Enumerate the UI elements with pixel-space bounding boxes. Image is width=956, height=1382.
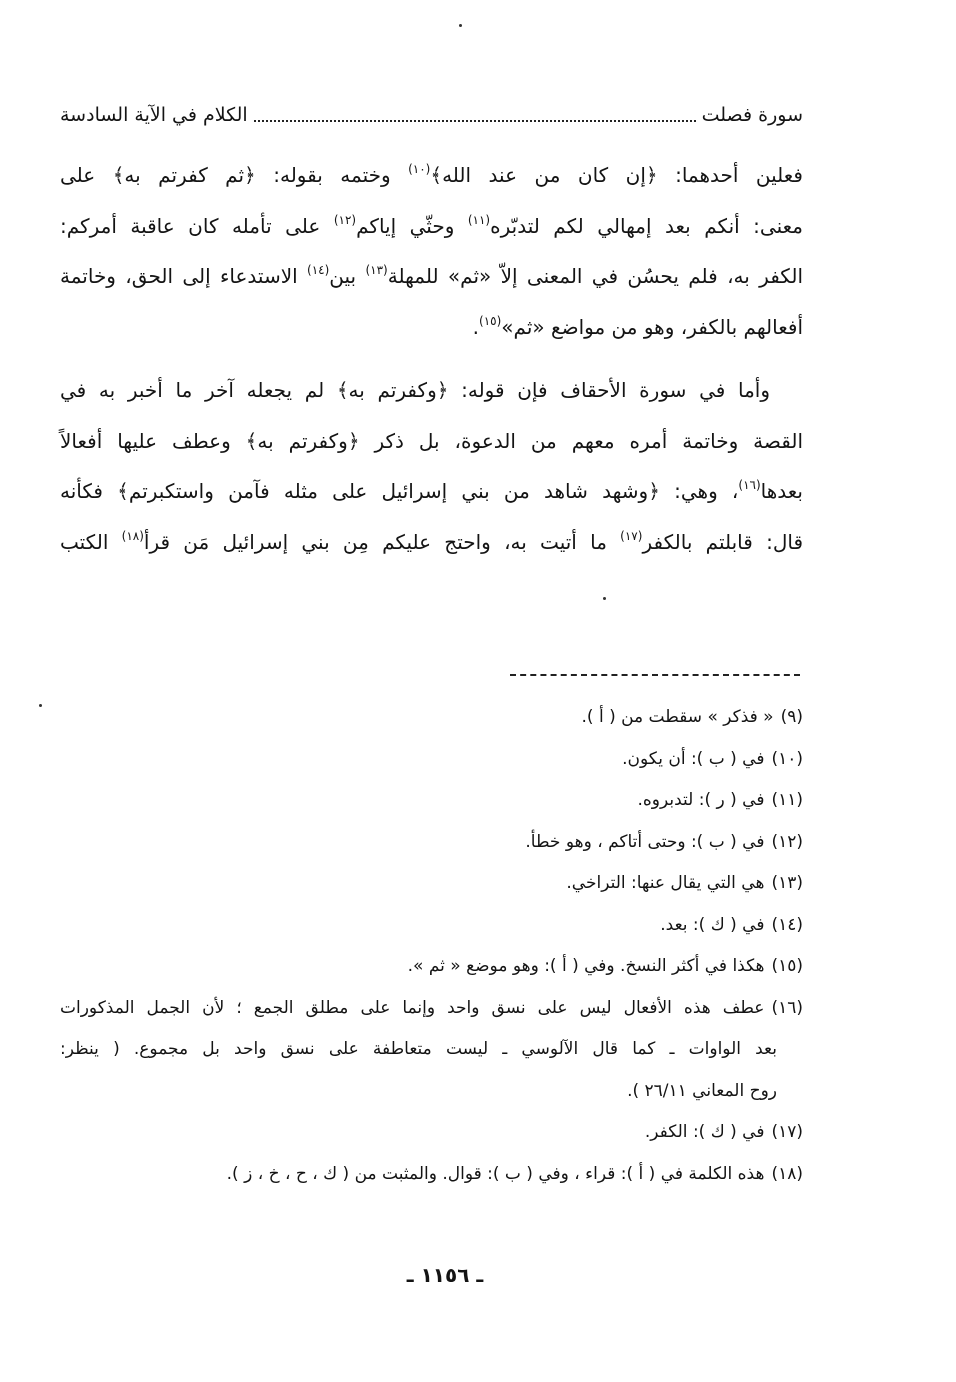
footnote-number: (١٥) xyxy=(771,956,803,976)
paragraph xyxy=(60,150,803,352)
footnote-ref: (١١) xyxy=(467,212,491,227)
body-line xyxy=(60,365,803,416)
footnote-number: (٩) xyxy=(780,707,803,727)
footnote xyxy=(60,946,803,988)
text-run: وحثّي إياكم xyxy=(356,213,468,238)
paragraph xyxy=(60,365,803,567)
text-run: بين xyxy=(329,264,366,288)
footnote xyxy=(60,1154,803,1196)
body-line xyxy=(60,466,803,517)
text-run: بعدها xyxy=(760,479,803,503)
footnote xyxy=(60,822,803,864)
footnote-text: في ( ب ): وحتى أتاكم ، وهو خطأ. xyxy=(525,831,765,852)
footnote-text: « فذكر » سقطت من ( أ ). xyxy=(581,707,774,727)
text-run: ما أتيت به، واحتج عليكم مِن بني إسرائيل مَن قرأ xyxy=(143,529,621,554)
footnote-ref: (١٣) xyxy=(365,263,388,277)
footnote xyxy=(60,697,803,739)
footnote-number: (١٧) xyxy=(771,1122,803,1142)
footnote-number: (١٤) xyxy=(771,914,803,935)
scan-speck xyxy=(39,704,42,707)
footnote-ref: (١٠) xyxy=(408,162,431,176)
footnote-continuation xyxy=(60,1071,803,1113)
footnote-number: (١٣) xyxy=(771,873,803,893)
footnote-text: في ( ك ): الكفر. xyxy=(644,1122,765,1142)
body-line xyxy=(60,150,803,201)
text-run: ، وهي: ﴿وشهد شاهد من بني إسرائيل على مثله فآمن واستكبرتم﴾ فكأنه xyxy=(60,479,739,503)
footnote-text: في ( ر ): لتدبروه. xyxy=(637,790,765,810)
footnote xyxy=(60,905,803,947)
footnote-ref: (١٢) xyxy=(333,212,357,227)
footnote-continuation xyxy=(60,1029,803,1071)
footnote-text: في ( ب ): أن يكون. xyxy=(622,748,765,769)
header-surah: سورة فصلت xyxy=(701,104,803,126)
footnotes xyxy=(60,697,803,1195)
footnote xyxy=(60,988,803,1030)
text-run: وختمه بقوله: ﴿ثم كفرتم به﴾ على xyxy=(60,163,409,187)
dot-leader xyxy=(254,120,696,122)
footnote-text: هكذا في أكثر النسخ. وفي ( أ ): وهو موضع « ثم ». xyxy=(407,956,765,976)
text-run: قال: قابلتم بالكفر xyxy=(642,529,804,554)
footnote-text: عطف هذه الأفعال ليس على نسق واحد وإنما على مطلق الجمع ؛ لأن الجمل المذكورات xyxy=(60,997,765,1018)
body-line xyxy=(60,201,803,252)
footnote-number: (١٢) xyxy=(771,831,803,852)
text-run: وأما في سورة الأحقاف فإن قوله: ﴿وكفرتم به﴾ لم يجعله آخر ما أخبر به في xyxy=(60,378,770,402)
text-run: على تأمله كان عاقبة أمركم: xyxy=(60,213,334,238)
text-run: . xyxy=(472,314,479,339)
footnote-text: بعد الواوات ـ كما قال الآلوسي ـ ليست متعاطفة على نسق واحد بل مجموع. ( ينظر: xyxy=(60,1039,777,1059)
running-header xyxy=(60,100,803,130)
footnote-text: في ( ك ): بعد. xyxy=(660,914,765,935)
scan-speck xyxy=(603,597,606,600)
footnote xyxy=(60,739,803,781)
footnote-separator xyxy=(510,674,800,676)
footnote-ref: (١٤) xyxy=(307,263,330,277)
footnote xyxy=(60,863,803,905)
footnote-text: هي التي يقال عنها: التراخي. xyxy=(566,873,765,893)
footnote xyxy=(60,780,803,822)
body-line xyxy=(60,302,803,353)
footnote-text: روح المعاني ٢٦/١١ ). xyxy=(627,1080,777,1101)
footnote-number: (١٨) xyxy=(771,1163,803,1184)
body-line xyxy=(60,416,803,467)
footnote-ref: (١٨) xyxy=(121,528,144,543)
text-run: الاستدعاء إلى الحق، وخاتمة xyxy=(60,264,308,288)
footnote-number: (١٦) xyxy=(771,997,803,1018)
header-section-title: الكلام في الآية السادسة xyxy=(60,104,248,126)
footnote-ref: (١٥) xyxy=(479,313,502,328)
text-run: الكفر به، فلم يحسُن في المعنى إلاّ «ثم» للمهلة xyxy=(387,264,804,288)
page-number: ـ ١١٥٦ ـ xyxy=(406,1263,484,1287)
footnote-text: هذه الكلمة في ( أ ): قراء ، وفي ( ب ): قوال. والمثبت من ( ك ، ح ، خ ، ز ). xyxy=(226,1163,765,1184)
main-text xyxy=(60,150,803,567)
footnote xyxy=(60,1112,803,1154)
text-run: أفعالهم بالكفر، وهو من مواضع «ثم» xyxy=(501,314,803,339)
footnote-ref: (١٦) xyxy=(738,478,761,492)
footnote-number: (١٠) xyxy=(771,748,803,769)
text-run: معنى: أنكم بعد إمهالي لكم لتدبّره xyxy=(490,213,803,238)
body-line xyxy=(60,517,803,568)
scan-speck xyxy=(459,24,462,27)
footnote-ref: (١٧) xyxy=(620,528,643,543)
text-run: فعلين أحدهما: ﴿إن كان من عند الله﴾ xyxy=(430,163,803,187)
text-run: الكتب xyxy=(60,529,122,554)
text-run: القصة وخاتمة أمره معهم من الدعوة، بل ذكر ﴿وكفرتم به﴾ وعطف عليها أفعالاً xyxy=(60,428,803,453)
body-line xyxy=(60,251,803,302)
footnote-number: (١١) xyxy=(771,790,803,810)
